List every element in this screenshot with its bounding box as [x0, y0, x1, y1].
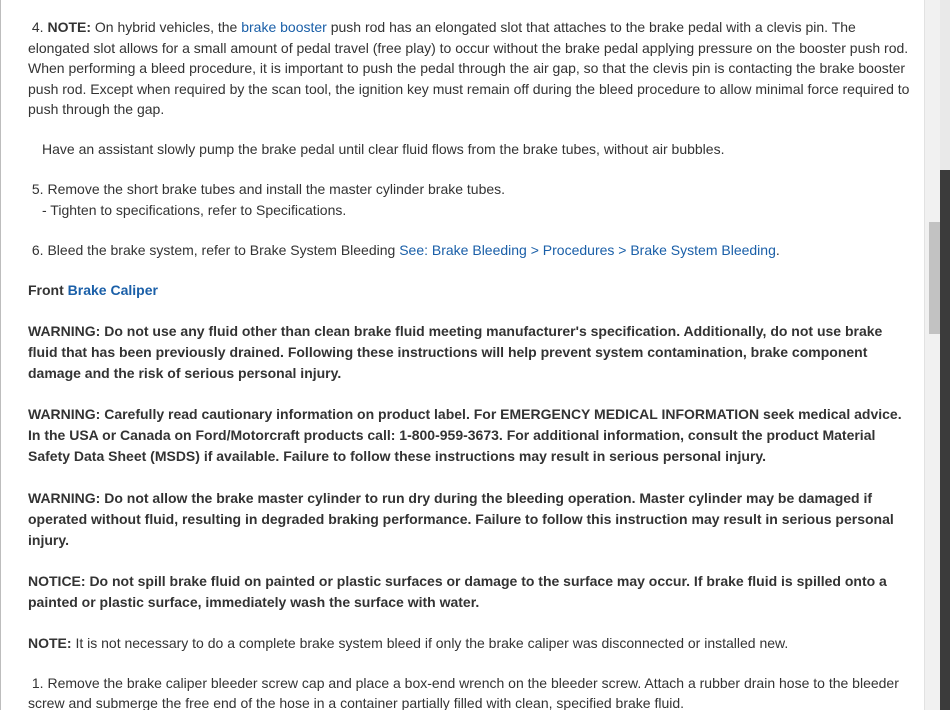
brake-booster-link[interactable]: brake booster	[241, 19, 327, 35]
warning-medical: WARNING: Carefully read cautionary information on product label. For EMERGENCY MEDICAL INFORMATION seek medical advice. In the USA or Canada on Ford/Motorcraft products call: 1-800-959-3673. For additional information, consult the product Material Safety Data Sheet (MSDS) if available. Failure to follow these instructions may result in serious personal injury.	[28, 406, 902, 464]
document-content	[28, 17, 910, 710]
step-text: Remove the short brake tubes and install the master cylinder brake tubes.	[47, 181, 506, 197]
step-number: 5.	[31, 181, 44, 197]
step-4	[28, 17, 910, 120]
step-number: 4.	[31, 19, 44, 35]
assistant-instruction: Have an assistant slowly pump the brake pedal until clear fluid flows from the brake tubes, without air bubbles.	[42, 141, 725, 157]
section-prefix: Front	[28, 281, 64, 298]
page-border	[0, 0, 1, 710]
notice-paint: NOTICE: Do not spill brake fluid on painted or plastic surfaces or damage to the surface may occur. If brake fluid is spilled onto a painted or plastic surface, immediately wash the surface with water.	[28, 573, 887, 610]
step-1	[28, 673, 910, 710]
step-end-punct: .	[775, 241, 780, 258]
step-number: 1.	[31, 674, 44, 691]
window-edge-top	[940, 0, 950, 170]
step-text: On hybrid vehicles, the	[94, 19, 238, 35]
step-number: 6.	[31, 241, 44, 258]
step-text: Remove the brake caliper bleeder screw cap and place a box-end wrench on the bleeder screw. Attach a rubber drain hose to the bleeder screw and submerge the free end of the hose in a container partially filled with clean, specified brake fluid.	[28, 674, 899, 710]
note-caliper	[28, 633, 910, 654]
section-heading	[28, 280, 910, 301]
note-label: NOTE:	[28, 634, 72, 651]
step-6	[28, 240, 910, 261]
note-label: NOTE:	[47, 19, 92, 35]
step-text-continued: push rod has an elongated slot that attaches to the brake pedal with a clevis pin. The elongated slot allows for a small amount of pedal travel (free play) to occur without the brake pedal applying pressure on the booster push rod. When performing a bleed procedure, it is important to push the pedal through the air gap, so that the clevis pin is contacting the brake booster push rod. Except when required by the scan tool, the ignition key must remain off during the bleed procedure to allow minimal force required to push through the gap.	[28, 19, 910, 117]
warning-fluid: WARNING: Do not use any fluid other than clean brake fluid meeting manufacturer's specification. Additionally, do not use brake fluid that has been previously drained. Following these instructions will help prevent system contamination, brake component damage and the risk of serious personal injury.	[28, 322, 883, 381]
brake-caliper-link[interactable]: Brake Caliper	[67, 281, 158, 298]
step-5-substep: - Tighten to specifications, refer to Specifications.	[42, 201, 347, 218]
note-text: It is not necessary to do a complete brake system bleed if only the brake caliper was disconnected or installed new.	[75, 634, 789, 651]
step-5	[28, 179, 910, 200]
step-text: Bleed the brake system, refer to Brake System Bleeding	[47, 241, 396, 258]
warning-master-cylinder: WARNING: Do not allow the brake master cylinder to run dry during the bleeding operation. Master cylinder may be damaged if operated without fluid, resulting in degraded braking performance. Failure to follow this instruction may result in serious personal injury.	[28, 489, 894, 548]
brake-system-bleeding-link[interactable]: See: Brake Bleeding > Procedures > Brake System Bleeding	[399, 241, 776, 258]
